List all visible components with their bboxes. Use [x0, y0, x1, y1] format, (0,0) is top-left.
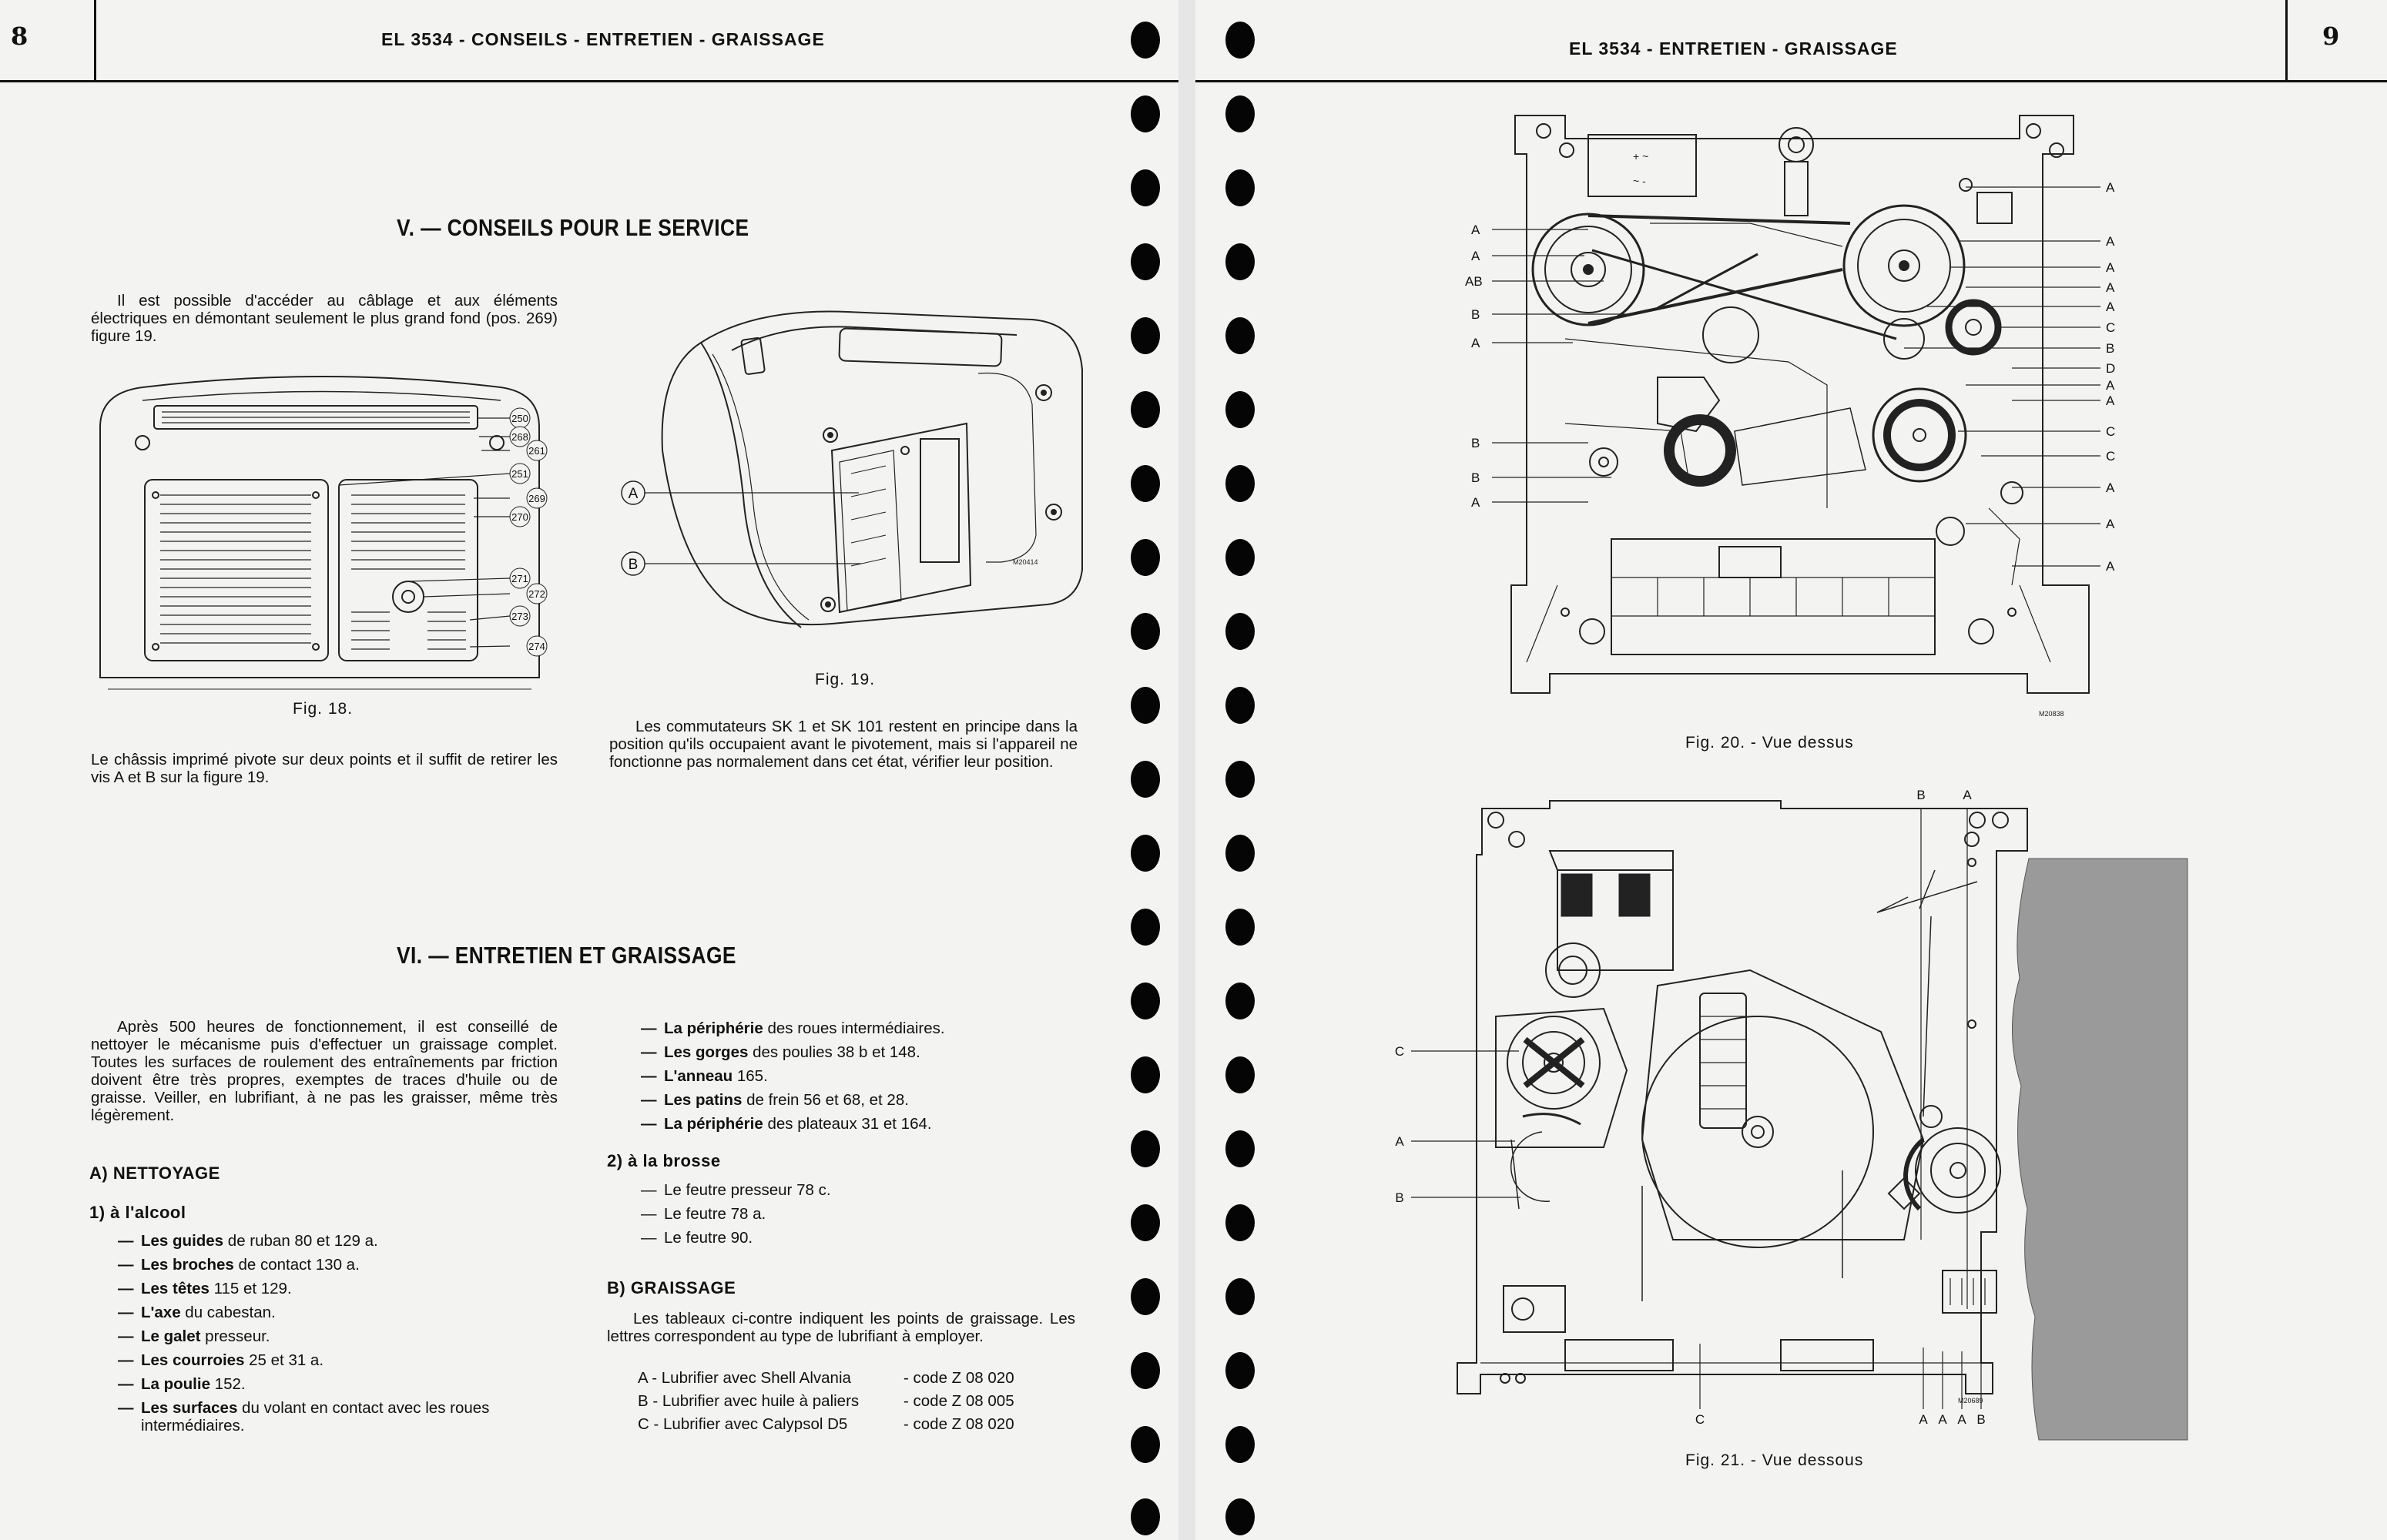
left-page: [0, 0, 1178, 1540]
fig20-right-label: A: [2106, 517, 2115, 531]
header-divider: [94, 0, 96, 80]
fig20-left-label: A: [1471, 249, 1480, 263]
fig21-bottom-label: A: [1919, 1412, 1928, 1427]
fig20-right-label: A: [2106, 393, 2115, 408]
fig20-caption: Fig. 20. - Vue dessus: [1685, 734, 1854, 752]
lubricant-b: B - Lubrifier avec huile à paliers - code Z 08 005: [638, 1392, 1014, 1410]
fig20-right-label: A: [2106, 260, 2115, 275]
list-item: — Le galet presseur.: [118, 1324, 562, 1348]
brush-heading: 2) à la brosse: [607, 1151, 721, 1170]
fig20-right-label: A: [2106, 378, 2115, 393]
callout-269: 269: [528, 493, 545, 504]
spiral-binding: [1128, 15, 1259, 1540]
fig20-right-label: C: [2106, 424, 2116, 439]
right-page: [1195, 0, 2387, 1540]
fig21-left-label: A: [1395, 1134, 1404, 1149]
page-number: 9: [2322, 22, 2340, 51]
list-item: — Le feutre 90.: [641, 1226, 1072, 1250]
list-item: — La poulie 152.: [118, 1372, 562, 1396]
list-item: — Le feutre presseur 78 c.: [641, 1178, 1072, 1202]
fig20-left-label: B: [1471, 470, 1480, 485]
fig20-right-label: A: [2106, 480, 2115, 495]
list-item: — La périphérie des plateaux 31 et 164.: [641, 1112, 1072, 1136]
fig20-right-label: A: [2106, 180, 2115, 195]
fig20-right-label: B: [2106, 341, 2115, 356]
fig19-label-b: B: [628, 557, 639, 573]
fig20-right-label: C: [2106, 449, 2116, 464]
fig20-drawing: [1427, 108, 2166, 724]
header-rule: [0, 80, 1178, 82]
running-header: EL 3534 - CONSEILS - ENTRETIEN - GRAISSAGE: [381, 29, 825, 49]
callout-261: 261: [528, 445, 545, 457]
list-item: — Les courroies 25 et 31 a.: [118, 1348, 562, 1372]
fig21-top-label: A: [1963, 788, 1972, 802]
fig20-left-label: A: [1471, 223, 1480, 237]
fig20-left-label: AB: [1465, 274, 1483, 289]
list-item: — L'anneau 165.: [641, 1064, 1072, 1088]
fig19-ref: M20414: [1013, 558, 1038, 566]
chassis-text: Le châssis imprimé pivote sur deux points et il suffit de retirer les vis A et B sur la figure 19.: [91, 751, 558, 786]
fig20-right-label: A: [2106, 280, 2115, 295]
fig20-ref: M20838: [2039, 710, 2064, 718]
grease-intro: Les tableaux ci-contre indiquent les points de graissage. Les lettres correspondent au type de lubrifiant à employer.: [607, 1310, 1075, 1345]
section-vi-intro: Après 500 heures de fonctionnement, il est conseillé de nettoyer le mécanisme puis d'effectuer un graissage complet. Toutes les surfaces de roulement des entraînements par friction doivent être très propres, exemptes de traces d'huile ou de graisse. Veiller, en lubrifiant, à ne pas les graisser, même très légèrement.: [91, 1018, 558, 1124]
fig21-bottom-label: A: [1957, 1412, 1966, 1427]
fig20-left-label: A: [1471, 495, 1480, 510]
header-rule: [1195, 80, 2387, 82]
fig19-caption: Fig. 19.: [815, 671, 876, 688]
list-item: — Les patins de frein 56 et 68, et 28.: [641, 1088, 1072, 1112]
fig20-left-label: A: [1471, 336, 1480, 350]
brush-list: [641, 1178, 1072, 1250]
cleaning-heading: A) NETTOYAGE: [89, 1163, 220, 1183]
fig21-left-label: B: [1395, 1190, 1404, 1205]
fig20-left-label: B: [1471, 436, 1480, 450]
callout-272: 272: [528, 588, 545, 600]
list-item: — Le feutre 78 a.: [641, 1202, 1072, 1226]
fig20-right-label: D: [2106, 361, 2116, 376]
fig21-left-label: C: [1394, 1044, 1405, 1059]
lubricant-c: C - Lubrifier avec Calypsol D5 - code Z 08 020: [638, 1415, 1014, 1433]
fig20-right-label: C: [2106, 320, 2116, 335]
fig21-top-label: B: [1916, 788, 1926, 802]
fig21-caption: Fig. 21. - Vue dessous: [1685, 1451, 1864, 1469]
fig20-right-label: A: [2106, 300, 2115, 314]
callout-270: 270: [511, 511, 528, 523]
callout-274: 274: [528, 641, 545, 652]
callout-271: 271: [511, 573, 528, 584]
list-item: — Les gorges des poulies 38 b et 148.: [641, 1040, 1072, 1064]
fig18-drawing: [85, 366, 555, 705]
list-item: — Les têtes 115 et 129.: [118, 1277, 562, 1301]
list-item: — Les guides de ruban 80 et 129 a.: [118, 1229, 562, 1253]
list-item: — L'axe du cabestan.: [118, 1301, 562, 1324]
fig20-right-label: A: [2106, 559, 2115, 574]
running-header: EL 3534 - ENTRETIEN - GRAISSAGE: [1569, 38, 1898, 59]
fig20-rect-symbols: + ~: [1633, 150, 1649, 162]
fig19-drawing: [616, 296, 1094, 666]
grey-panel: [2012, 859, 2188, 1440]
alcohol-heading: 1) à l'alcool: [89, 1203, 186, 1222]
page-number: 8: [11, 22, 28, 51]
callout-273: 273: [511, 611, 528, 622]
fig21-bottom-label: B: [1976, 1412, 1986, 1427]
section-v-title: V. — CONSEILS POUR LE SERVICE: [397, 214, 749, 241]
list-item: — Les surfaces du volant en contact avec les roues intermédiaires.: [118, 1396, 562, 1435]
fig19-label-a: A: [628, 486, 639, 502]
list-item: — La périphérie des roues intermédiaires.: [641, 1016, 1072, 1040]
fig21-drawing: [1349, 778, 2197, 1448]
section-v-intro: Il est possible d'accéder au câblage et aux éléments électriques en démontant seulement le plus grand fond (pos. 269) figure 19.: [91, 292, 558, 345]
fig21-bottom-label: A: [1938, 1412, 1947, 1427]
header-divider: [2285, 0, 2288, 80]
section-vi-title: VI. — ENTRETIEN ET GRAISSAGE: [397, 942, 736, 969]
grease-heading: B) GRAISSAGE: [607, 1278, 736, 1297]
fig20-left-label: B: [1471, 307, 1480, 322]
alcohol-list: [118, 1229, 562, 1435]
alcohol-list-continued: [641, 1016, 1072, 1136]
fig20-right-label: A: [2106, 234, 2115, 249]
callout-251: 251: [511, 468, 528, 480]
callout-250: 250: [511, 413, 528, 424]
fig21-bottom-label: C: [1695, 1412, 1705, 1427]
lubricant-a: A - Lubrifier avec Shell Alvania - code Z 08 020: [638, 1369, 1014, 1387]
fig18-caption: Fig. 18.: [293, 700, 354, 718]
fig21-ref: M20689: [1958, 1397, 1983, 1404]
fig20-rect-symbols-2: ~ -: [1633, 175, 1646, 187]
switch-text: Les commutateurs SK 1 et SK 101 restent en principe dans la position qu'ils occupaient avant le pivotement, mais si l'appareil ne fonctionne pas normalement dans cet état, vérifier leur position.: [609, 718, 1078, 771]
list-item: — Les broches de contact 130 a.: [118, 1253, 562, 1277]
callout-268: 268: [511, 431, 528, 443]
